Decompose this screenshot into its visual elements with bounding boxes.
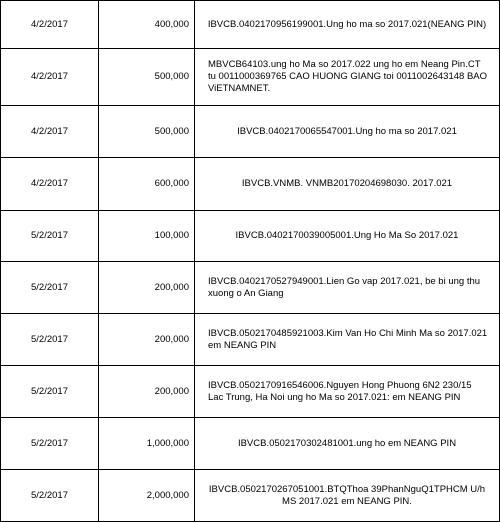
table-row xyxy=(1,1,500,49)
description-cell: IBVCB.VNMB. VNMB20170204698030. 2017.021 xyxy=(195,158,500,211)
date-cell: 5/2/2017 xyxy=(1,211,99,262)
amount-cell: 600,000 xyxy=(99,158,195,211)
date-cell: 4/2/2017 xyxy=(1,106,99,158)
date-cell: 5/2/2017 xyxy=(1,470,99,522)
amount-cell: 200,000 xyxy=(99,366,195,418)
description-cell: MBVCB64103.ung ho Ma so 2017.022 ung ho em Neang Pin.CT tu 0011000369765 CAO HUONG GIANG toi 0011002643148 BAO ViETNAMNET. xyxy=(195,49,500,106)
description-cell: IBVCB.0502170485921003.Kim Van Ho Chi Minh Ma so 2017.021 em NEANG PIN xyxy=(195,314,500,366)
description-cell: IBVCB.0402170065547001.Ung ho ma so 2017.021 xyxy=(195,106,500,158)
table-row xyxy=(1,418,500,470)
amount-cell: 500,000 xyxy=(99,106,195,158)
description-cell: IBVCB.0402170527949001.Lien Go vap 2017.021, be bi ung thu xuong o An Giang xyxy=(195,262,500,314)
date-cell: 4/2/2017 xyxy=(1,158,99,211)
date-cell: 5/2/2017 xyxy=(1,418,99,470)
amount-cell: 100,000 xyxy=(99,211,195,262)
table-row xyxy=(1,211,500,262)
description-cell: IBVCB.0502170267051001.BTQThoa 39PhanNguQ1TPHCM U/h MS 2017.021 em NEANG PIN. xyxy=(195,470,500,522)
description-cell: IBVCB.0502170916546006.Nguyen Hong Phuong 6N2 230/15 Lac Trung, Ha Noi ung ho Ma so 2017.021: em NEANG PIN xyxy=(195,366,500,418)
table-row xyxy=(1,49,500,106)
amount-cell: 500,000 xyxy=(99,49,195,106)
amount-cell: 2,000,000 xyxy=(99,470,195,522)
table-row xyxy=(1,158,500,211)
table-row xyxy=(1,106,500,158)
description-cell: IBVCB.0502170302481001.ung ho em NEANG PIN xyxy=(195,418,500,470)
description-cell: IBVCB.0402170956199001.Ung ho ma so 2017.021(NEANG PIN) xyxy=(195,1,500,49)
date-cell: 5/2/2017 xyxy=(1,314,99,366)
table-row xyxy=(1,262,500,314)
date-cell: 5/2/2017 xyxy=(1,262,99,314)
table-row xyxy=(1,366,500,418)
date-cell: 5/2/2017 xyxy=(1,366,99,418)
amount-cell: 200,000 xyxy=(99,262,195,314)
date-cell: 4/2/2017 xyxy=(1,49,99,106)
amount-cell: 1,000,000 xyxy=(99,418,195,470)
table-row xyxy=(1,314,500,366)
amount-cell: 400,000 xyxy=(99,1,195,49)
amount-cell: 200,000 xyxy=(99,314,195,366)
date-cell: 4/2/2017 xyxy=(1,1,99,49)
table-row xyxy=(1,470,500,522)
description-cell: IBVCB.0402170039005001.Ung Ho Ma So 2017.021 xyxy=(195,211,500,262)
